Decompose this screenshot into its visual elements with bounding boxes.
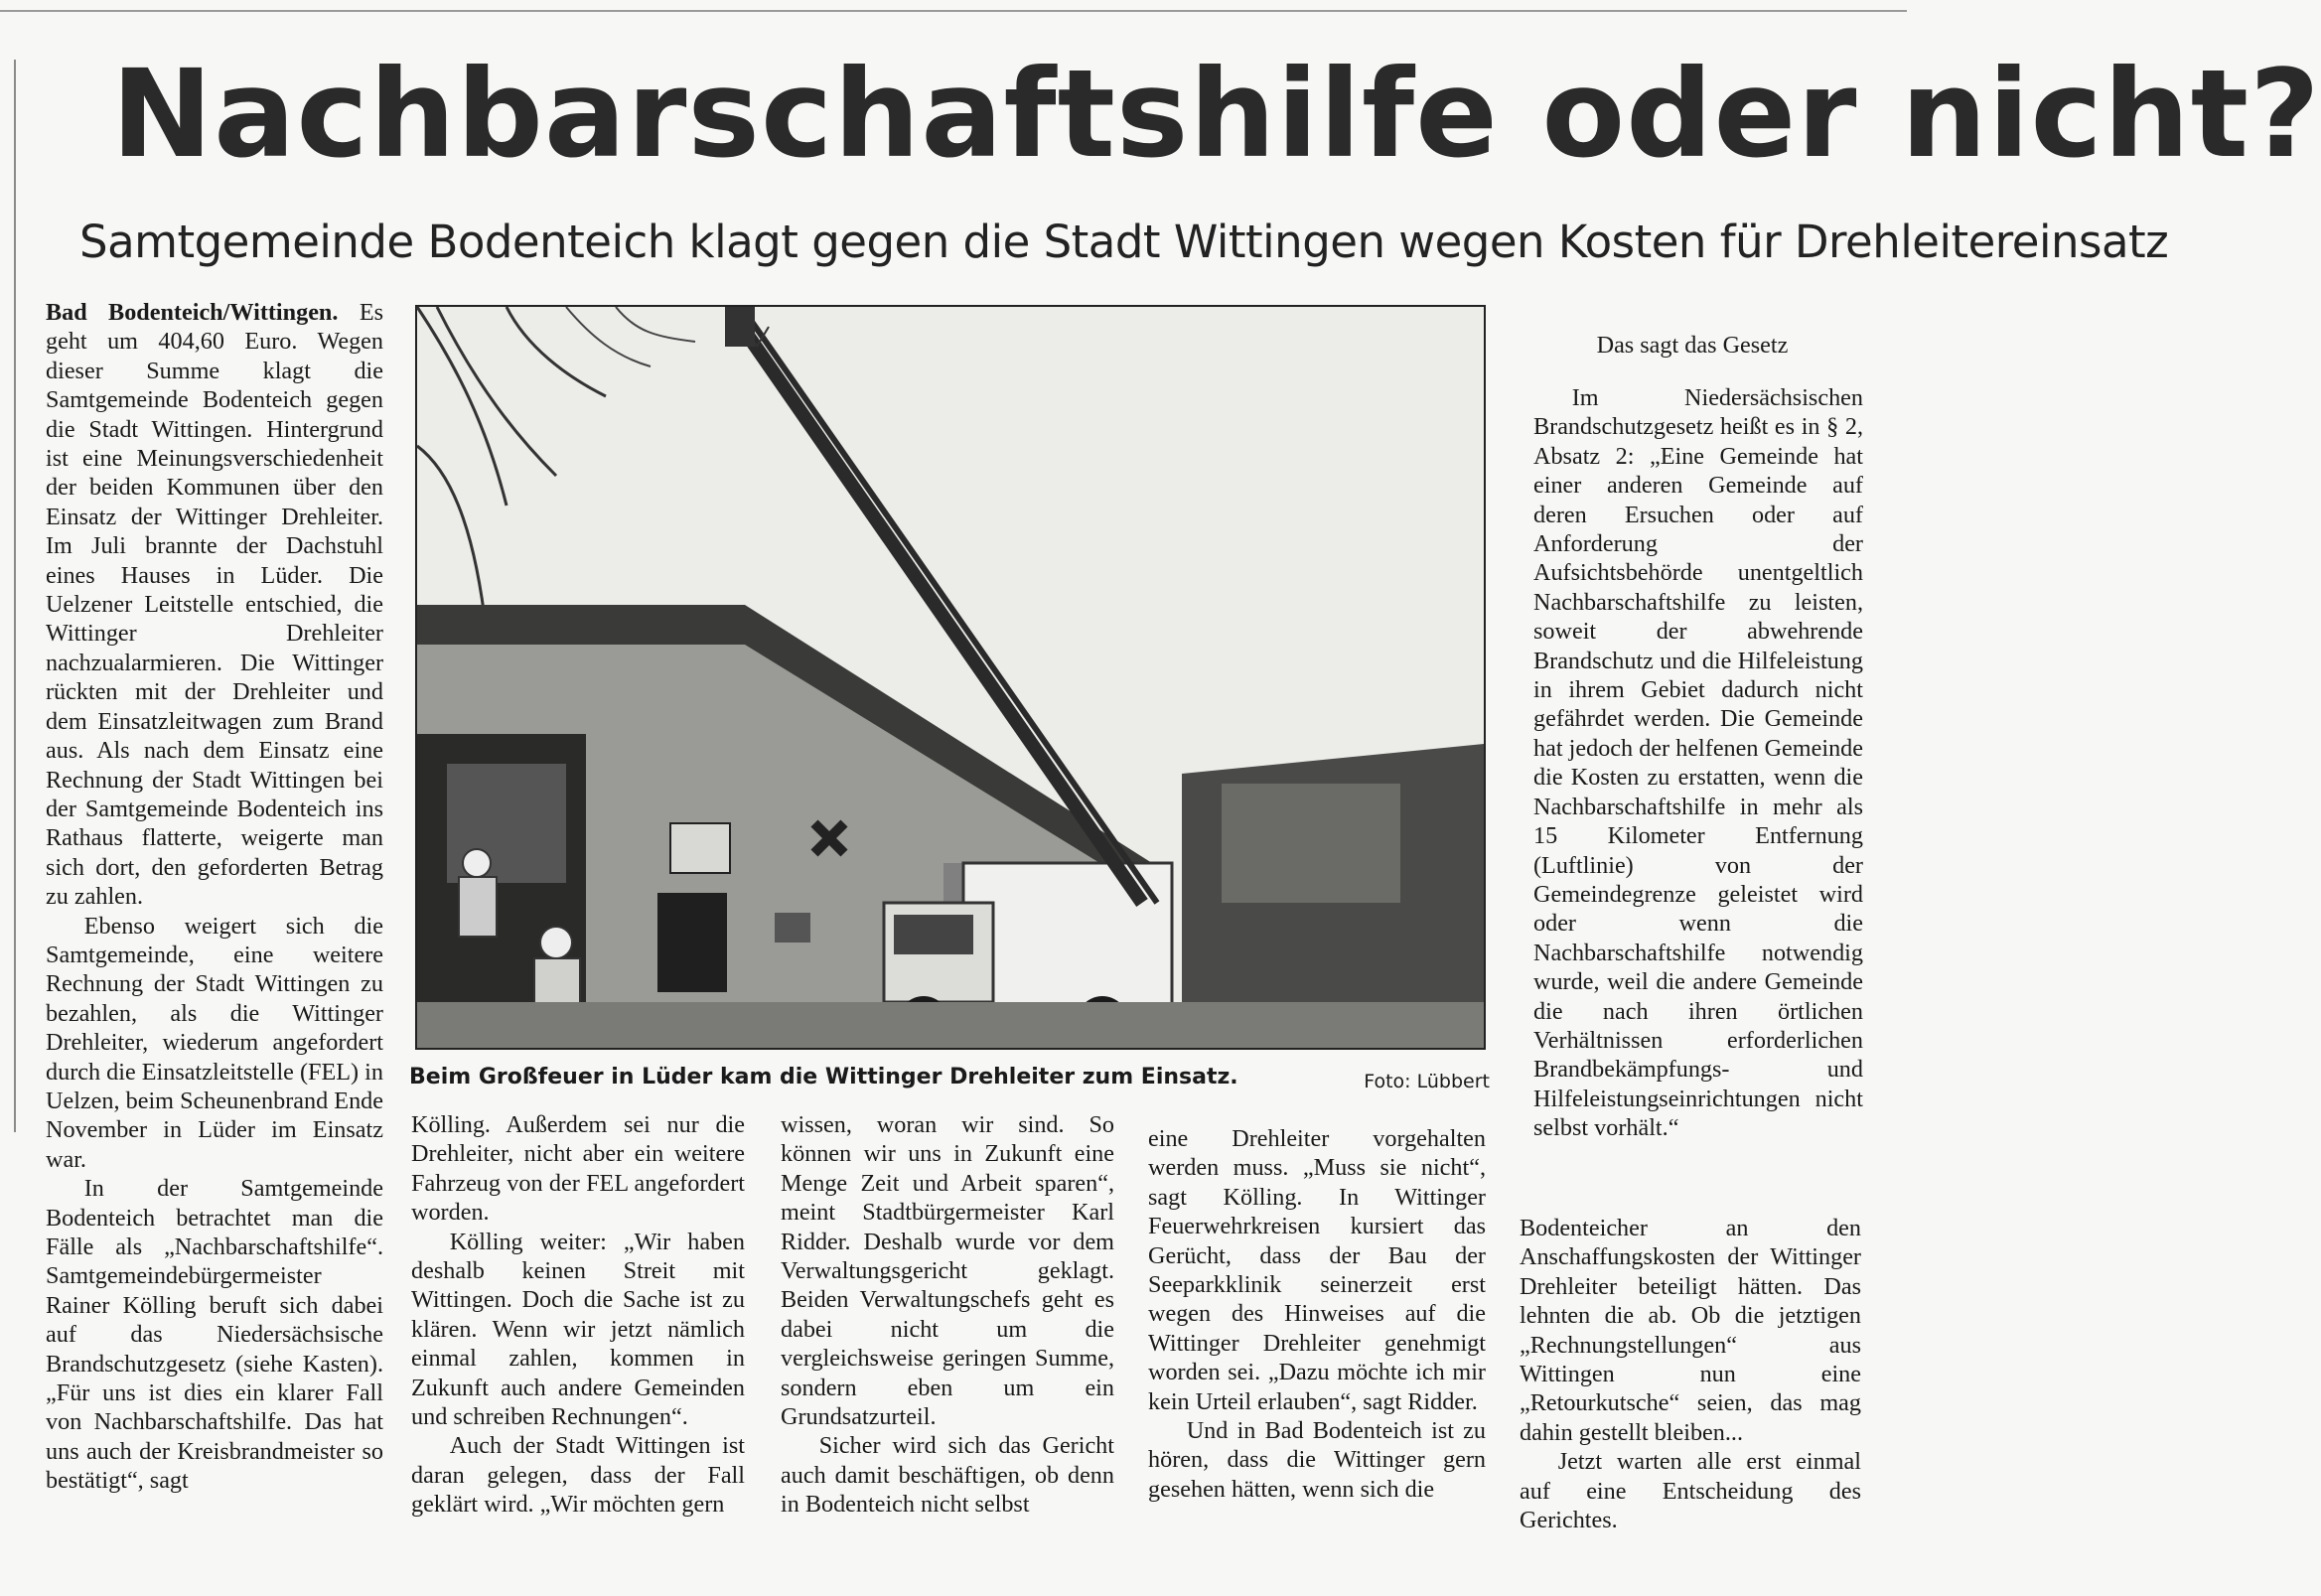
column-1-paragraph-2: Ebenso weigert sich die Samtgemeinde, eine weitere Rechnung der Stadt Wittingen zu bezahlen, als die Wittinger Drehleiter, wiederum angefordert durch die Einsatzleitstelle (FEL) in Uelzen, beim Scheunenbrand Ende November in Lüder im Einsatz war. <box>46 912 383 1173</box>
page-left-rule <box>14 60 16 1132</box>
news-photo <box>415 305 1486 1050</box>
column-1 <box>46 298 383 1496</box>
sidebar-body <box>1533 383 1863 1143</box>
column-2 <box>411 1110 745 1520</box>
column-1-paragraph-1 <box>46 298 383 912</box>
column-4-paragraph-2: Und in Bad Bodenteich ist zu hören, dass die Wittinger gern gesehen hätten, wenn sich die <box>1148 1417 1486 1503</box>
headline: Nachbarschaftshilfe oder nicht? <box>111 44 2321 185</box>
dateline: Bad Bodenteich/Wittingen. <box>46 299 339 326</box>
column-2-paragraph-3: Auch der Stadt Wittingen ist daran gelegen, dass der Fall geklärt wird. „Wir möchten gern <box>411 1432 745 1519</box>
fire-truck-ladder-photo <box>417 307 1484 1048</box>
photo-credit: Foto: Lübbert <box>1364 1071 1490 1092</box>
column-5-paragraph-1: Bodenteicher an den Anschaffungskosten der Wittinger Drehleiter beteiligt hätten. Das lehnten die ab. Ob die jetztigen „Rechnungstellungen“ aus Wittingen nun eine „Retourkutsche“ seien, das mag dahin gestellt bleiben... <box>1520 1215 1861 1446</box>
column-3-paragraph-1: wissen, woran wir sind. So können wir uns in Zukunft eine Menge Zeit und Arbeit sparen“, meint Stadtbürgermeister Karl Ridder. Deshalb wurde vor dem Verwaltungsgericht geklagt. Beiden Verwaltungschefs geht es dabei nicht um die vergleichsweise geringen Summe, sondern eben um ein Grundsatzurteil. <box>781 1111 1114 1431</box>
column-4 <box>1148 1124 1486 1504</box>
page-top-rule <box>0 10 1907 12</box>
subheadline: Samtgemeinde Bodenteich klagt gegen die Stadt Wittingen wegen Kosten für Drehleitereinsatz <box>79 216 2169 268</box>
column-2-paragraph-1: Kölling. Außerdem sei nur die Drehleiter, nicht aber ein weitere Fahrzeug von der FEL angefordert worden. <box>411 1111 745 1227</box>
sidebar-title: Das sagt das Gesetz <box>1596 332 1789 359</box>
column-5-paragraph-2: Jetzt warten alle erst einmal auf eine Entscheidung des Gerichtes. <box>1520 1448 1861 1534</box>
column-1-paragraph-3: In der Samtgemeinde Bodenteich betrachtet man die Fälle als „Nachbarschaftshilfe“. Samtgemeindebürgermeister Rainer Kölling beruft sich dabei auf das Niedersächsische Brandschutzgesetz (siehe Kasten). „Für uns ist dies ein klarer Fall von Nachbarschaftshilfe. Das hat uns auch der Kreisbrandmeister so bestätigt“, sagt <box>46 1175 383 1495</box>
column-4-paragraph-1: eine Drehleiter vorgehalten werden muss. „Muss sie nicht“, sagt Kölling. In Wittinger Feuerwehrkreisen kursiert das Gerücht, dass der Bau der Seeparkklinik seinerzeit erst wegen des Hinweises auf die Wittinger Drehleiter genehmigt worden sei. „Dazu möchte ich mir kein Urteil erlauben“, sagt Ridder. <box>1148 1125 1486 1415</box>
column-3-paragraph-2: Sicher wird sich das Gericht auch damit beschäftigen, ob denn in Bodenteich nicht selbst <box>781 1432 1114 1519</box>
column-3 <box>781 1110 1114 1520</box>
photo-caption: Beim Großfeuer in Lüder kam die Wittinger Drehleiter zum Einsatz. <box>409 1065 1238 1089</box>
column-1-paragraph-1-text: Es geht um 404,60 Euro. Wegen dieser Summe klagt die Samtgemeinde Bodenteich gegen die Stadt Wittingen. Hintergrund ist eine Meinungsverschiedenheit der beiden Kommunen über den Einsatz der Wittinger Drehleiter. Im Juli brannte der Dachstuhl eines Hauses in Lüder. Die Uelzener Leitstelle entschied, die Wittinger Drehleiter nachzualarmieren. Die Wittinger rückten mit der Drehleiter und dem Einsatzleitwagen zum Brand aus. Als nach dem Einsatz eine Rechnung der Stadt Wittingen bei der Samtgemeinde Bodenteich ins Rathaus flatterte, weigerte man sich dort, den geforderten Betrag zu zahlen. <box>46 299 384 911</box>
column-5 <box>1520 1214 1861 1534</box>
sidebar-paragraph: Im Niedersächsischen Brandschutzgesetz heißt es in § 2, Absatz 2: „Eine Gemeinde hat einer anderen Gemeinde auf deren Ersuchen oder auf Anforderung der Aufsichtsbehörde unentgeltlich Nachbarschaftshilfe zu leisten, soweit der abwehrende Brandschutz und die Hilfeleistung in ihrem Gebiet dadurch nicht gefährdet werden. Die Gemeinde hat jedoch der helfenen Gemeinde die Kosten zu erstatten, wenn die Nachbarschaftshilfe in mehr als 15 Kilometer Entfernung (Luftlinie) von der Gemeindegrenze geleistet wird oder wenn die Nachbarschaftshilfe notwendig wurde, weil die andere Gemeinde die nach ihren örtlichen Verhältnissen erforderlichen Brandbekämpfungs- und Hilfeleistungseinrichtungen nicht selbst vorhält.“ <box>1533 384 1863 1142</box>
column-2-paragraph-2: Kölling weiter: „Wir haben deshalb keinen Streit mit Wittingen. Doch die Sache ist zu klären. Wenn wir jetzt nämlich einmal zahlen, kommen in Zukunft auch andere Gemeinden und schreiben Rechnungen“. <box>411 1228 745 1431</box>
